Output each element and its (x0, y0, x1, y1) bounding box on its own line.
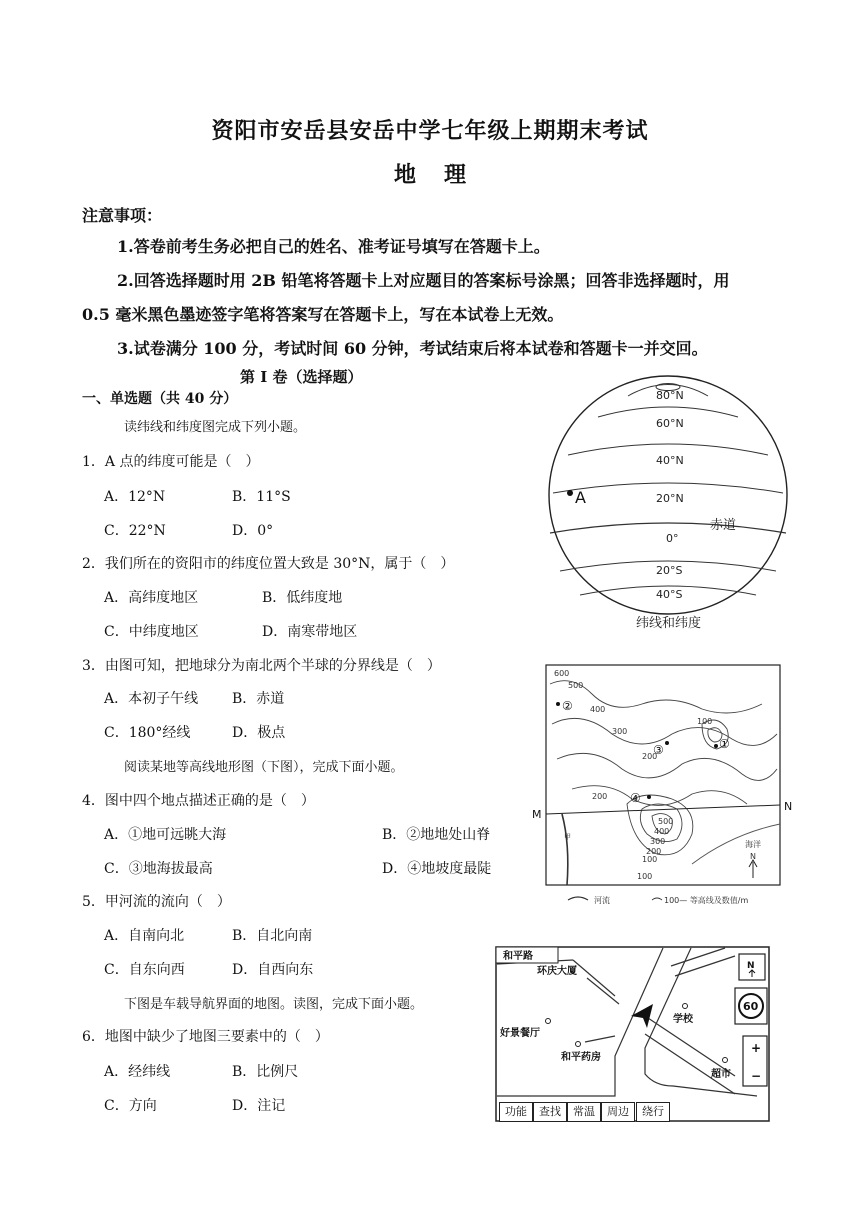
q6-option-d: D．注记 (232, 1098, 286, 1114)
nav-button-nearby[interactable]: 周边 (601, 1102, 635, 1122)
place-huanqing: 环庆大厦 (537, 966, 577, 977)
q6-option-b: B．比例尺 (232, 1064, 299, 1080)
contour-legend-icon (652, 898, 662, 900)
q4-option-c: C．③地海拔最高 (104, 861, 213, 877)
question-5: 5．甲河流的流向（ ） (82, 894, 231, 910)
site-1: ① (719, 737, 730, 751)
compass-n: N (747, 961, 755, 971)
q1-option-c: C．22°N (104, 523, 166, 539)
legend-contour: 100— 等高线及数值/m (664, 896, 749, 905)
nav-button-detour[interactable]: 绕行 (636, 1102, 670, 1122)
section-title: 一、单选题（共 40 分） (82, 391, 238, 407)
contour-value-13: 100 (637, 872, 653, 881)
point-a-label: A (575, 488, 586, 507)
zoom-in-button[interactable]: + (751, 1041, 762, 1055)
nav-button-search[interactable]: 查找 (533, 1102, 567, 1122)
q2-option-c: C．中纬度地区 (104, 624, 199, 640)
exam-title: 资阳市安岳县安岳中学七年级上期期末考试 (211, 118, 649, 144)
contour-value-12: 200 (592, 792, 608, 801)
q6-option-a: A．经纬线 (104, 1064, 171, 1080)
label-m: M (532, 808, 542, 821)
q1-option-d: D．0° (232, 523, 274, 539)
river-label: 甲 (564, 833, 571, 841)
intro-2: 阅读某地等高线地形图（下图），完成下面小题。 (124, 760, 404, 775)
subject-title: 地理 (393, 162, 494, 188)
q2-option-a: A．高纬度地区 (104, 590, 199, 606)
q4-option-a: A．①地可远眺大海 (104, 827, 227, 843)
lat-60n: 60°N (656, 417, 684, 430)
q5-option-d: D．自西向东 (232, 962, 314, 978)
north-letter: N (750, 852, 756, 861)
nav-button-function[interactable]: 功能 (499, 1102, 533, 1122)
notice-item-1: 1.答卷前考生务必把自己的姓名、准考证号填写在答题卡上。 (117, 237, 550, 256)
lat-40s: 40°S (656, 588, 683, 601)
question-2: 2．我们所在的资阳市的纬度位置大致是 30°N，属于（ ） (82, 556, 455, 572)
notice-item-2b: 0.5 毫米黑色墨迹签字笔将答案写在答题卡上，写在本试卷上无效。 (82, 305, 564, 324)
river-legend-icon (568, 897, 588, 900)
q5-option-c: C．自东向西 (104, 962, 185, 978)
q5-option-a: A．自南向北 (104, 928, 185, 944)
contour-value-4: 300 (612, 727, 628, 736)
contour-value-2: 500 (568, 681, 584, 690)
lat-0: 0° (666, 532, 679, 545)
q3-option-a: A．本初子午线 (104, 691, 199, 707)
notice-heading: 注意事项： (82, 206, 163, 225)
contour-value-5: 200 (642, 752, 658, 761)
intro-1: 读纬线和纬度图完成下列小题。 (124, 420, 307, 435)
globe-caption: 纬线和纬度 (636, 616, 702, 631)
q4-option-b: B．②地地处山脊 (382, 827, 491, 843)
place-school: 学校 (673, 1014, 693, 1025)
contour-value-10: 200 (646, 847, 662, 856)
point-a-dot (567, 490, 573, 496)
legend-river: 河流 (594, 896, 610, 905)
speed-limit-value: 60 (743, 1000, 759, 1013)
q3-option-b: B．赤道 (232, 691, 285, 707)
sea-label: 海洋 (745, 840, 761, 849)
contour-value-3: 400 (590, 705, 606, 714)
q6-option-c: C．方向 (104, 1098, 157, 1114)
site-4: ④ (630, 791, 641, 805)
q2-option-b: B．低纬度地 (262, 590, 343, 606)
q1-option-b: B．11°S (232, 489, 291, 505)
intro-3: 下图是车载导航界面的地图。读图，完成下面小题。 (124, 997, 424, 1012)
notice-item-2a: 2.回答选择题时用 2B 铅笔将答题卡上对应题目的答案标号涂黑；回答非选择题时，用 (117, 271, 730, 290)
nav-map-figure (495, 946, 771, 1122)
q2-option-d: D．南寒带地区 (262, 624, 358, 640)
question-3: 3．由图可知，把地球分为南北两个半球的分界线是（ ） (82, 658, 441, 674)
site-3: ③ (653, 743, 664, 757)
q3-option-d: D．极点 (232, 725, 286, 741)
nav-button-common[interactable]: 常温 (567, 1102, 601, 1122)
contour-value-11: 100 (642, 855, 658, 864)
lat-80n: 80°N (656, 389, 684, 402)
contour-value-7: 500 (658, 817, 674, 826)
q3-option-c: C．180°经线 (104, 725, 191, 741)
notice-item-3: 3.试卷满分 100 分，考试时间 60 分钟，考试结束后将本试卷和答题卡一并交回。 (117, 339, 708, 358)
equator-label: 赤道 (710, 518, 737, 533)
lat-20s: 20°S (656, 564, 683, 577)
site-2: ② (562, 699, 573, 713)
contour-value-8: 400 (654, 827, 670, 836)
place-restaurant: 好景餐厅 (500, 1028, 540, 1039)
road-name: 和平路 (503, 951, 533, 962)
question-4: 4．图中四个地点描述正确的是（ ） (82, 793, 315, 809)
q5-option-b: B．自北向南 (232, 928, 313, 944)
label-n: N (784, 800, 793, 813)
zoom-out-button[interactable]: − (751, 1069, 762, 1083)
lat-20n: 20°N (656, 492, 684, 505)
contour-value-9: 300 (650, 837, 666, 846)
place-supermarket: 超市 (711, 1069, 731, 1080)
contour-map-figure (532, 664, 802, 912)
part1-title: 第 I 卷（选择题） (240, 368, 363, 386)
question-1: 1．A 点的纬度可能是（ ） (82, 454, 260, 470)
contour-value-1: 600 (554, 669, 570, 678)
contour-value-6: 100 (697, 717, 713, 726)
place-pharmacy: 和平药房 (561, 1052, 601, 1063)
q1-option-a: A．12°N (104, 489, 166, 505)
lat-40n: 40°N (656, 454, 684, 467)
globe-figure (548, 375, 790, 637)
question-6: 6．地图中缺少了地图三要素中的（ ） (82, 1029, 329, 1045)
q4-option-d: D．④地坡度最陡 (382, 861, 492, 877)
